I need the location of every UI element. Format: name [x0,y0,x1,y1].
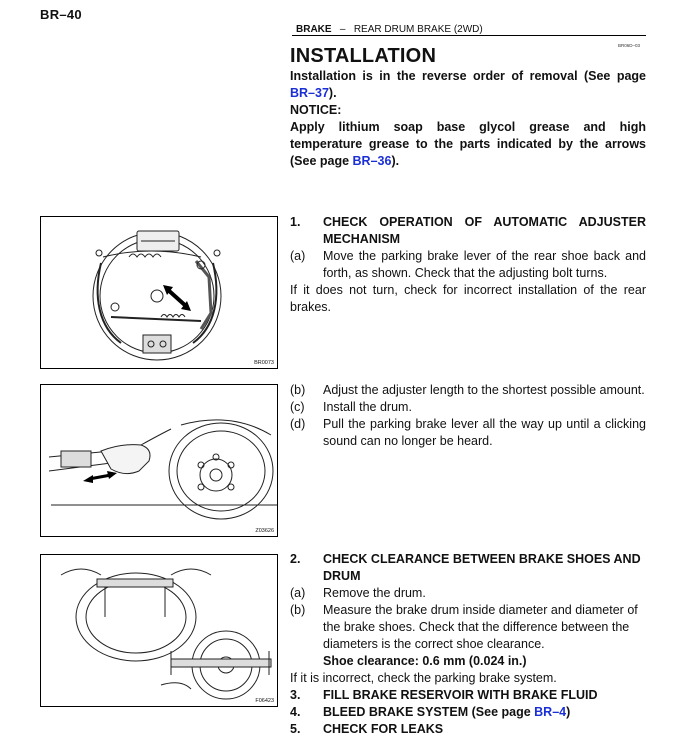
intro-p2-end: ). [391,154,400,168]
link-br-36[interactable]: BR–36 [352,154,392,168]
page-title: INSTALLATION [290,45,437,67]
intro-text [290,68,646,170]
header-subsection: REAR DRUM BRAKE (2WD) [353,24,483,35]
step-1 [290,214,646,316]
step-1-continued [290,382,646,450]
header-section: BRAKE [296,24,332,35]
step-5-title: CHECK FOR LEAKS [323,722,444,736]
figure-measure-clearance [40,554,278,707]
adjuster-mechanism-illustration [41,217,277,368]
shoe-clearance-spec: Shoe clearance: 0.6 mm (0.024 in.) [323,654,527,668]
intro-p1-end: ). [328,86,337,100]
step-1d-label: (d) [290,417,306,431]
header-rule [292,35,646,36]
step-2-number: 2. [290,552,301,566]
step-3-number: 3. [290,688,301,702]
step-1c-label: (c) [290,400,305,414]
running-header [296,24,483,35]
step-1a-text: Move the parking brake lever of the rear shoe back and forth, as shown. Check that the adjusting bolt turns. [323,249,646,280]
step-4-number: 4. [290,705,301,719]
step-1-note: If it does not turn, check for incorrect installation of the rear brakes. [290,283,646,314]
page-number: BR–40 [40,7,82,22]
step-1b-text: Adjust the adjuster length to the shortest possible amount. [323,383,645,397]
step-2a-label: (a) [290,586,306,600]
header-dash: – [339,24,346,35]
step-5-number: 5. [290,722,301,736]
notice-label: NOTICE: [290,103,342,117]
step-2-note: If it is incorrect, check the parking brake system. [290,671,557,685]
figure-code-3: F06423 [255,698,274,704]
link-br-37[interactable]: BR–37 [290,86,329,100]
step-1-title: CHECK OPERATION OF AUTOMATIC ADJUSTER MECHANISM [323,215,646,246]
install-drum-illustration [41,385,277,536]
figure-adjuster-mechanism [40,216,278,369]
step-4-title: BLEED BRAKE SYSTEM (See page [323,705,535,719]
intro-p1: Installation is in the reverse order of removal (See page [290,69,646,83]
figure-code-1: BR0073 [254,360,274,366]
step-2b-label: (b) [290,603,306,617]
figure-install-drum [40,384,278,537]
doc-code: BR06D–03 [618,43,641,48]
step-4-end: ) [566,705,571,719]
step-1b-label: (b) [290,383,306,397]
step-2a-text: Remove the drum. [323,586,426,600]
link-br-4[interactable]: BR–4 [534,705,567,719]
step-1a-label: (a) [290,249,306,263]
step-2-title: CHECK CLEARANCE BETWEEN BRAKE SHOES AND DRUM [323,552,641,583]
step-2b-text: Measure the brake drum inside diameter and diameter of the brake shoes. Check that the difference between the diameters is the correct shoe clearance. [323,603,638,651]
intro-p2: Apply lithium soap base glycol grease and high temperature grease to the parts indicated by the arrows (See page [290,120,646,168]
step-1c-text: Install the drum. [323,400,412,414]
step-1d-text: Pull the parking brake lever all the way up until a clicking sound can no longer be heard. [323,417,646,448]
step-3-title: FILL BRAKE RESERVOIR WITH BRAKE FLUID [323,688,598,702]
figure-code-2: Z03626 [255,528,274,534]
step-2 [290,551,646,738]
measure-clearance-illustration [41,555,277,706]
step-1-number: 1. [290,215,301,229]
